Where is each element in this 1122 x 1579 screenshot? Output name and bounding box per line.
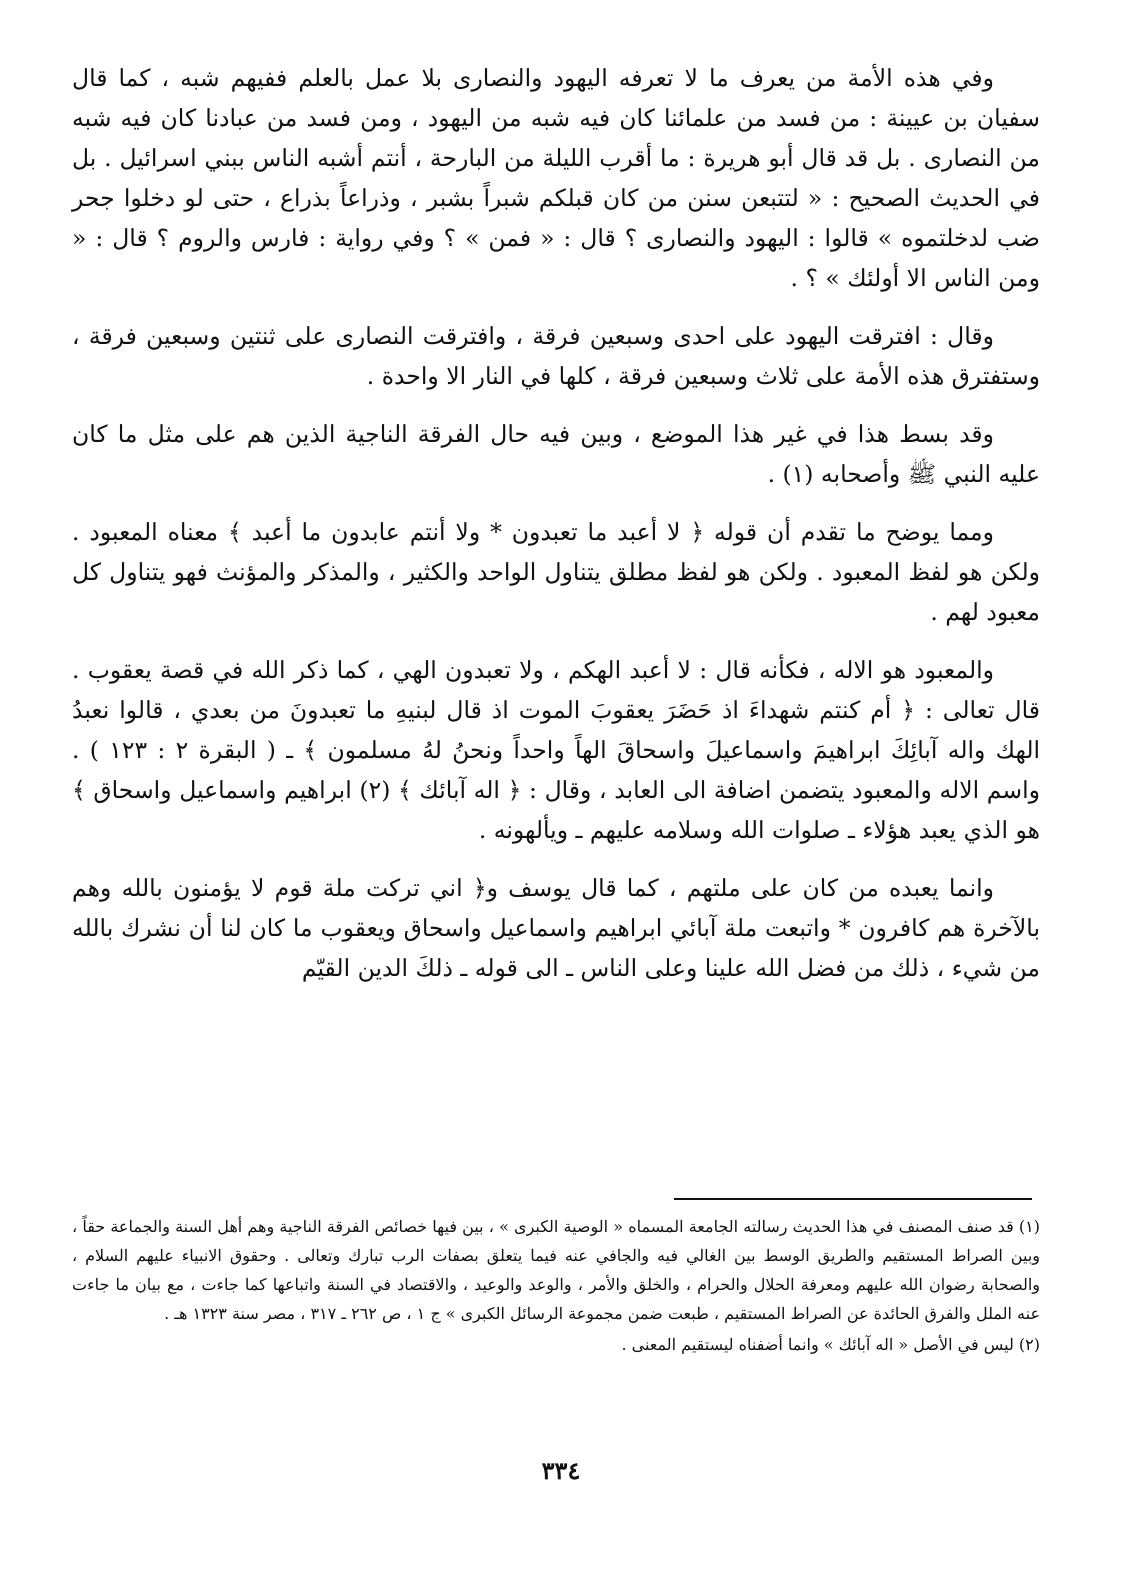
paragraph-3: وقد بسط هذا في غير هذا الموضع ، وبين فيه حال الفرقة الناجية الذين هم على مثل ما كان عليه النبي ﷺ وأصحابه (١) . xyxy=(72,420,1040,488)
footnote-2: (٢) ليس في الأصل « اله آبائك » وانما أضفناه ليستقيم المعنى . xyxy=(621,1335,1040,1354)
footnotes-section xyxy=(72,1212,1040,1361)
main-text xyxy=(72,58,1040,998)
paragraph-5: والمعبود هو الاله ، فكأنه قال : لا أعبد الهكم ، ولا تعبدون الهي ، كما ذكر الله في قصة يعقوب . قال تعالى : ﴿ أم كنتم شهداءَ اذ حَضَرَ يعقوبَ الموت اذ قال لبنيهِ ما تعبدونَ من بعدي ، قالوا نعبدُ الهك واله آبائِكَ ابراهيمَ واسماعيلَ واسحاقَ الهاً واحداً ونحنُ لهُ مسلمون ﴾ ـ ( البقرة ٢ : ١٢٣ ) . واسم الاله والمعبود يتضمن اضافة الى العابد ، وقال : ﴿ اله آبائك ﴾ (٢) ابراهيم واسماعيل واسحاق ﴾ هو الذي يعبد هؤلاء ـ صلوات الله وسلامه عليهم ـ ويألهونه . xyxy=(72,656,1041,844)
paragraph-1: وفي هذه الأمة من يعرف ما لا تعرفه اليهود والنصارى بلا عمل بالعلم ففيهم شبه ، كما قال سفيان بن عيينة : من فسد من علمائنا كان فيه شبه من اليهود ، ومن فسد من عبادنا كان فيه شبه من النصارى . بل قد قال أبو هريرة : ما أقرب الليلة من البارحة ، أنتم أشبه الناس ببني اسرائيل . بل في الحديث الصحيح : « لتتبعن سنن من كان قبلكم شبراً بشبر ، وذراعاً بذراع ، حتى لو دخلوا جحر ضب لدخلتموه » قالوا : اليهود والنصارى ؟ قال : « فمن » ؟ وفي رواية : فارس والروم ؟ قال : « ومن الناس الا أولئك » ؟ . xyxy=(72,64,1040,292)
footnote-1: (١) قد صنف المصنف في هذا الحديث رسالته الجامعة المسماه « الوصية الكبرى » ، بين فيها خصائص الفرقة الناجية وهم أهل السنة والجماعة حقاً ، وبين الصراط المستقيم والطريق الوسط بين الغالي فيه والجافي عنه فيما يتعلق بصفات الرب تبارك وتعالى . وحقوق الانبياء عليهم السلام ، والصحابة رضوان الله عليهم ومعرفة الحلال والحرام ، والخلق والأمر ، والوعد والوعيد ، والاقتصاد في السنة واتباعها كما جاءت ، مع بيان ما جاءت عنه الملل والفرق الحائدة عن الصراط المستقيم ، طبعت ضمن مجموعة الرسائل الكبرى » ج ١ ، ص ٢٦٢ ـ ٣١٧ ، مصر سنة ١٣٢٣ هـ . xyxy=(72,1217,1040,1323)
paragraph-4: ومما يوضح ما تقدم أن قوله ﴿ لا أعبد ما تعبدون * ولا أنتم عابدون ما أعبد ﴾ معناه المعبود . ولكن هو لفظ المعبود . ولكن هو لفظ مطلق يتناول الواحد والكثير ، والمذكر والمؤنث فهو يتناول كل معبود لهم . xyxy=(72,518,1040,626)
footnote-divider xyxy=(674,1198,1032,1200)
page-number: ٣٣٤ xyxy=(541,1456,581,1485)
paragraph-2: وقال : افترقت اليهود على احدى وسبعين فرقة ، وافترقت النصارى على ثنتين وسبعين فرقة ، وستفترق هذه الأمة على ثلاث وسبعين فرقة ، كلها في النار الا واحدة . xyxy=(72,322,1040,390)
paragraph-6: وانما يعبده من كان على ملتهم ، كما قال يوسف و﴿ اني تركت ملة قوم لا يؤمنون بالله وهم بالآخرة هم كافرون * واتبعت ملة آبائي ابراهيم واسماعيل واسحاق ويعقوب ما كان لنا أن نشرك بالله من شيء ، ذلك من فضل الله علينا وعلى الناس ـ الى قوله ـ ذلكَ الدين القيّم xyxy=(72,874,1040,982)
